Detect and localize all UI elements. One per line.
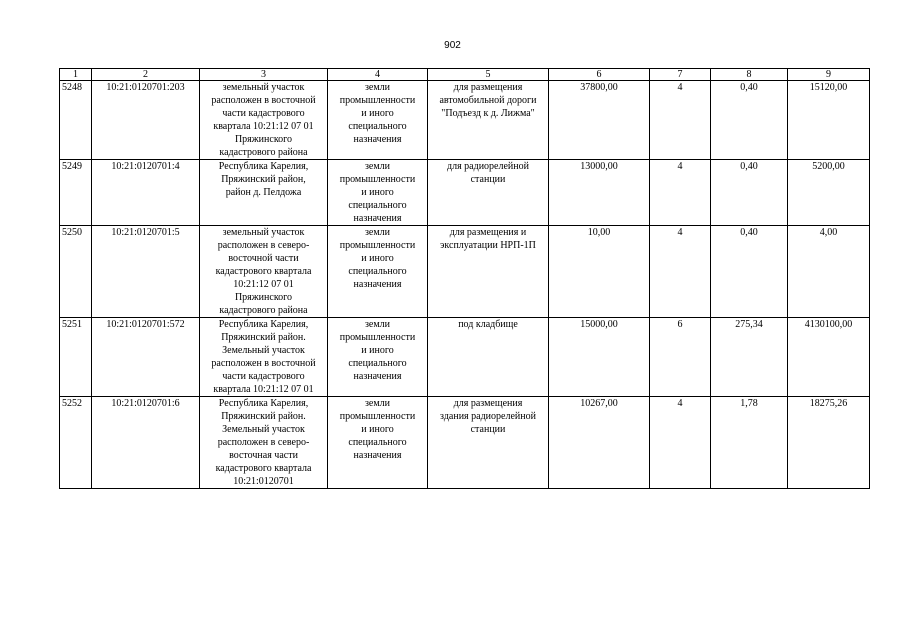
table-header [60,69,870,81]
location-cell: земельный участок расположен в северо- восточной части кадастрового квартала 10:21:12 07 01 Пряжинского кадастрового района [200,226,328,318]
table-row [60,160,870,226]
area-cell: 15000,00 [549,318,650,397]
permitted-use-cell: для размещения здания радиорелейной станции [428,397,549,489]
cadastral-number: 10:21:0120701:5 [92,226,200,318]
land-category-cell: земли промышленности и иного специального назначения [328,318,428,397]
cadastral-number: 10:21:0120701:6 [92,397,200,489]
row-number: 5248 [60,81,92,160]
col7-cell: 6 [650,318,711,397]
col8-cell: 0,40 [711,226,788,318]
row-number: 5250 [60,226,92,318]
table-row [60,226,870,318]
header-col-3: 3 [200,69,328,81]
col8-cell: 0,40 [711,81,788,160]
header-col-7: 7 [650,69,711,81]
page-number: 902 [444,40,461,51]
col9-cell: 4130100,00 [788,318,870,397]
header-col-5: 5 [428,69,549,81]
land-registry-table [59,68,870,489]
area-cell: 10,00 [549,226,650,318]
permitted-use-cell: для размещения автомобильной дороги "Подъезд к д. Лижма" [428,81,549,160]
row-number: 5251 [60,318,92,397]
location-cell: Республика Карелия, Пряжинский район. Земельный участок расположен в северо- восточная части кадастрового квартала 10:21:0120701 [200,397,328,489]
col8-cell: 0,40 [711,160,788,226]
col7-cell: 4 [650,81,711,160]
header-col-9: 9 [788,69,870,81]
location-cell: земельный участок расположен в восточной части кадастрового квартала 10:21:12 07 01 Пряжинского кадастрового района [200,81,328,160]
col8-cell: 275,34 [711,318,788,397]
land-category-cell: земли промышленности и иного специального назначения [328,397,428,489]
col7-cell: 4 [650,397,711,489]
cadastral-number: 10:21:0120701:572 [92,318,200,397]
area-cell: 10267,00 [549,397,650,489]
header-col-2: 2 [92,69,200,81]
col9-cell: 15120,00 [788,81,870,160]
location-cell: Республика Карелия, Пряжинский район, район д. Пелдожа [200,160,328,226]
permitted-use-cell: под кладбище [428,318,549,397]
col8-cell: 1,78 [711,397,788,489]
location-cell: Республика Карелия, Пряжинский район. Земельный участок расположен в восточной части кадастрового квартала 10:21:12 07 01 [200,318,328,397]
permitted-use-cell: для радиорелейной станции [428,160,549,226]
cadastral-number: 10:21:0120701:203 [92,81,200,160]
table-row [60,81,870,160]
col9-cell: 4,00 [788,226,870,318]
row-number: 5252 [60,397,92,489]
row-number: 5249 [60,160,92,226]
table-row [60,318,870,397]
col7-cell: 4 [650,160,711,226]
land-category-cell: земли промышленности и иного специального назначения [328,81,428,160]
header-col-8: 8 [711,69,788,81]
cadastral-number: 10:21:0120701:4 [92,160,200,226]
col9-cell: 18275,26 [788,397,870,489]
land-category-cell: земли промышленности и иного специального назначения [328,226,428,318]
col7-cell: 4 [650,226,711,318]
header-col-4: 4 [328,69,428,81]
col9-cell: 5200,00 [788,160,870,226]
permitted-use-cell: для размещения и эксплуатации НРП-1П [428,226,549,318]
header-col-6: 6 [549,69,650,81]
header-row [60,69,870,81]
header-col-1: 1 [60,69,92,81]
table-row [60,397,870,489]
land-category-cell: земли промышленности и иного специального назначения [328,160,428,226]
area-cell: 13000,00 [549,160,650,226]
table-body [60,81,870,489]
area-cell: 37800,00 [549,81,650,160]
